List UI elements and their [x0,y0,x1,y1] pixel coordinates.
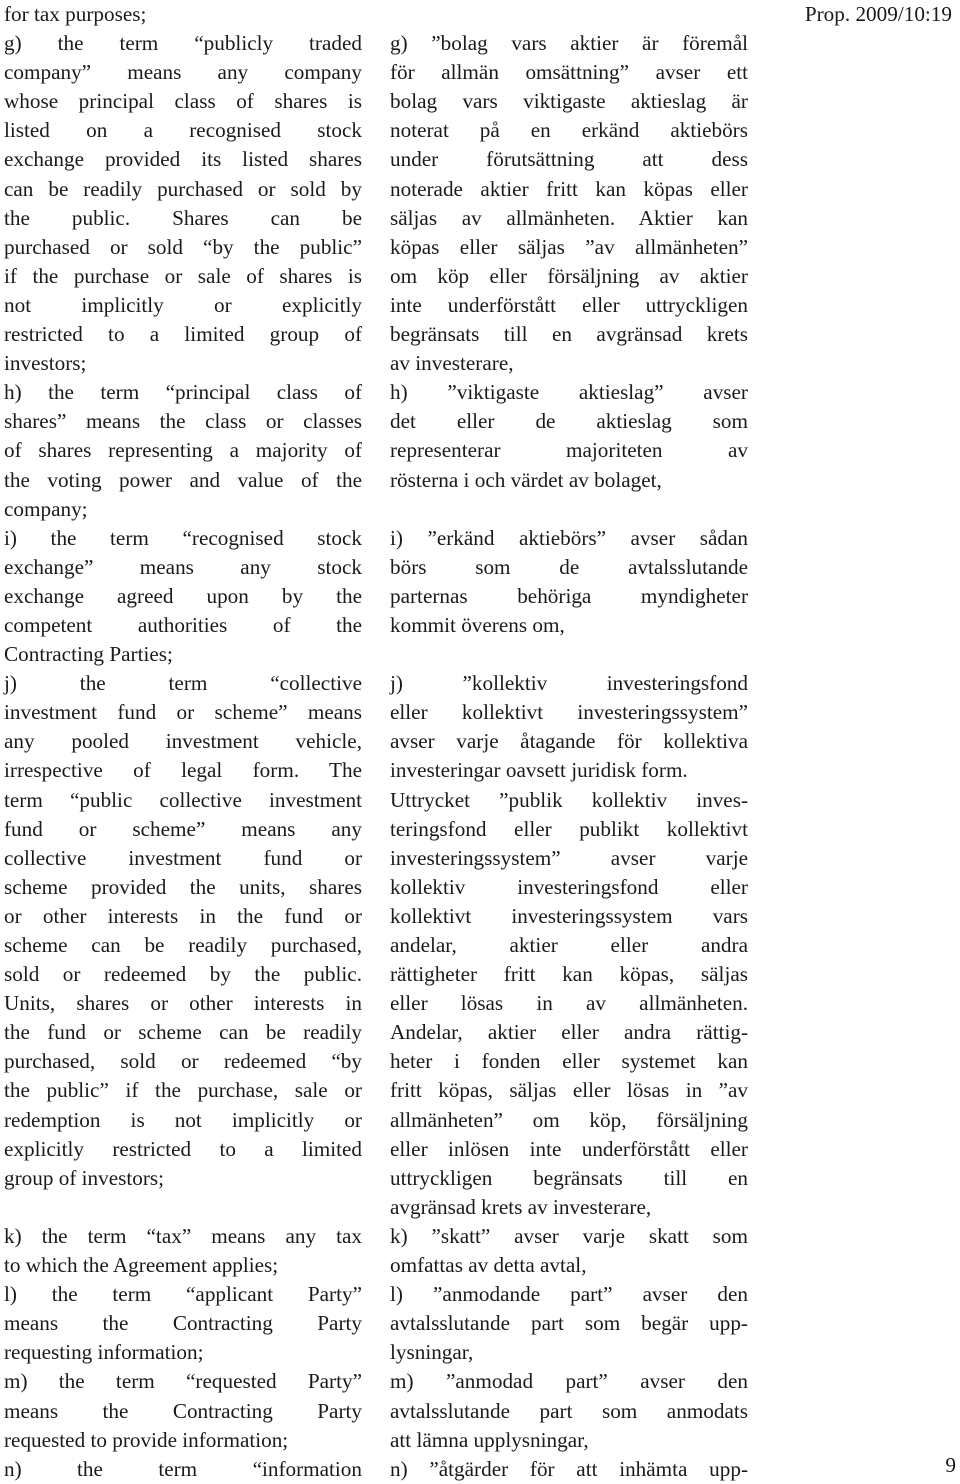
english-text-line: k) the term “tax” means any tax [4,1223,362,1248]
english-text-line [4,1193,362,1222]
english-text-line: means the Contracting Party [4,1311,362,1336]
english-text-line: if the purchase or sale of shares is [4,263,362,288]
swedish-text-line: h) ”viktigaste aktieslag” avser [390,380,748,405]
swedish-text-line: parternas behöriga myndigheter [390,583,748,608]
english-text-line: restricted to a limited group of [4,322,362,347]
english-text-line: sold or redeemed by the public. [4,962,362,987]
english-text-line: l) the term “applicant Party” [4,1282,362,1307]
english-text-line: n) the term “information [4,1456,362,1481]
english-text-line: h) the term “principal class of [4,380,362,405]
proposition-reference: Prop. 2009/10:19 [804,2,952,26]
english-text-line: exchange” means any stock [4,554,362,579]
swedish-text-line: eller lösas in av allmänheten. [390,991,748,1016]
english-text-line: scheme can be readily purchased, [4,933,362,957]
swedish-text-line: begränsats till en avgränsad krets [390,322,748,347]
swedish-text-line: allmänheten” om köp, försäljning [390,1107,748,1132]
english-text-line: of shares representing a majority of [4,438,362,463]
english-text-line: exchange agreed upon by the [4,583,362,608]
english-text-line: group of investors; [4,1165,165,1190]
english-text-line: or other interests in the fund or [4,903,362,928]
swedish-text-line: investeringar oavsett juridisk form. [390,758,688,783]
swedish-text-line: kollektiv investeringsfond eller [390,874,748,899]
swedish-text-line: köpas eller säljas ”av allmänheten” [390,234,748,259]
swedish-text-line: under förutsättning att dess [390,147,748,172]
english-text-line: competent authorities of the [4,612,362,637]
english-text-line: j) the term “collective [4,671,362,696]
english-text-line: any pooled investment vehicle, [4,729,362,754]
english-text-line: Contracting Parties; [4,642,173,667]
english-text-line: collective investment fund or [4,845,362,870]
swedish-text-line: inte underförstått eller uttryckligen [390,292,748,317]
english-text-line: requesting information; [4,1340,204,1365]
swedish-text-line: eller kollektivt investeringssystem” [390,700,748,725]
english-text-line: term “public collective investment [4,787,362,812]
swedish-text-line: k) ”skatt” avser varje skatt som [390,1223,748,1248]
swedish-text-line: teringsfond eller publikt kollektivt [390,816,748,841]
swedish-text-line: g) ”bolag vars aktier är föremål [390,31,748,56]
page-number: 9 [945,1453,956,1477]
swedish-text-line: avgränsad krets av investerare, [390,1194,652,1219]
swedish-text-line: m) ”anmodad part” avser den [390,1369,748,1394]
swedish-text-line: noterat på en erkänd aktiebörs [390,118,748,143]
english-text-line: i) the term “recognised stock [4,525,362,550]
english-text-line: the voting power and value of the [4,467,362,492]
english-text-line: the public. Shares can be [4,205,362,230]
english-text-line: can be readily purchased or sold by [4,176,362,201]
swedish-text-line: Andelar, aktier eller andra rättig- [390,1020,748,1045]
english-text-line: to which the Agreement applies; [4,1253,279,1278]
english-text-line: means the Contracting Party [4,1398,362,1423]
swedish-text-line: l) ”anmodande part” avser den [390,1282,748,1307]
swedish-text-line: i) ”erkänd aktiebörs” avser sådan [390,525,748,550]
swedish-text-line: representerar majoriteten av [390,438,748,463]
english-text-line: redemption is not implicitly or [4,1107,362,1132]
swedish-text-column [390,0,748,1484]
swedish-text-line: lysningar, [390,1340,474,1365]
swedish-text-line: investeringssystem” avser varje [390,845,748,870]
english-text-line: for tax purposes; [4,2,147,26]
english-text-line: the public” if the purchase, sale or [4,1078,362,1103]
swedish-text-line: eller inlösen inte underförstått eller [390,1136,748,1161]
english-text-line: purchased or sold “by the public” [4,234,362,259]
swedish-text-line: n) ”åtgärder för att inhämta upp- [390,1456,748,1481]
english-text-line: g) the term “publicly traded [4,31,362,56]
swedish-text-line: kommit överens om, [390,612,565,637]
swedish-text-line: j) ”kollektiv investeringsfond [390,671,748,696]
english-text-line: exchange provided its listed shares [4,147,362,172]
english-text-line: Units, shares or other interests in [4,991,362,1016]
swedish-text-line: rättigheter fritt kan köpas, säljas [390,962,748,987]
swedish-text-line: om köp eller försäljning av aktier [390,263,748,288]
swedish-text-line [390,640,748,669]
english-text-line: whose principal class of shares is [4,89,362,114]
swedish-text-line: andelar, aktier eller andra [390,933,748,957]
english-text-line: shares” means the class or classes [4,409,362,434]
english-text-line: m) the term “requested Party” [4,1369,362,1394]
english-text-line: investment fund or scheme” means [4,700,362,725]
english-text-line: investors; [4,351,87,376]
swedish-text-line [390,0,748,29]
swedish-text-line: uttryckligen begränsats till en [390,1165,748,1190]
swedish-text-line [390,495,748,524]
swedish-text-line: avtalsslutande part som anmodats [390,1398,748,1423]
english-text-line: not implicitly or explicitly [4,292,362,317]
swedish-text-line: omfattas av detta avtal, [390,1253,587,1278]
swedish-text-line: för allmän omsättning” avser ett [390,60,748,85]
swedish-text-line: noterade aktier fritt kan köpas eller [390,176,748,201]
swedish-text-line: säljas av allmänheten. Aktier kan [390,205,748,230]
swedish-text-line: det eller de aktieslag som [390,409,748,434]
english-text-column [4,0,362,1484]
english-text-line: scheme provided the units, shares [4,874,362,899]
english-text-line: listed on a recognised stock [4,118,362,143]
swedish-text-line: kollektivt investeringssystem vars [390,903,748,928]
swedish-text-line: avser varje åtagande för kollektiva [390,729,748,754]
english-text-line: requested to provide information; [4,1427,289,1452]
swedish-text-line: bolag vars viktigaste aktieslag är [390,89,748,114]
swedish-text-line: att lämna upplysningar, [390,1427,589,1452]
swedish-text-line: börs som de avtalsslutande [390,554,748,579]
english-text-line: company” means any company [4,60,362,85]
english-text-line: fund or scheme” means any [4,816,362,841]
swedish-text-line: avtalsslutande part som begär upp- [390,1311,748,1336]
english-text-line: the fund or scheme can be readily [4,1020,362,1045]
swedish-text-line: heter i fonden eller systemet kan [390,1049,748,1074]
english-text-line: explicitly restricted to a limited [4,1136,362,1161]
swedish-text-line: Uttrycket ”publik kollektiv inves- [390,787,748,812]
english-text-line: company; [4,496,88,521]
swedish-text-line: av investerare, [390,351,514,376]
swedish-text-line: fritt köpas, säljas eller lösas in ”av [390,1078,748,1103]
english-text-line: purchased, sold or redeemed “by [4,1049,362,1074]
english-text-line: irrespective of legal form. The [4,758,362,783]
swedish-text-line: rösterna i och värdet av bolaget, [390,467,662,492]
